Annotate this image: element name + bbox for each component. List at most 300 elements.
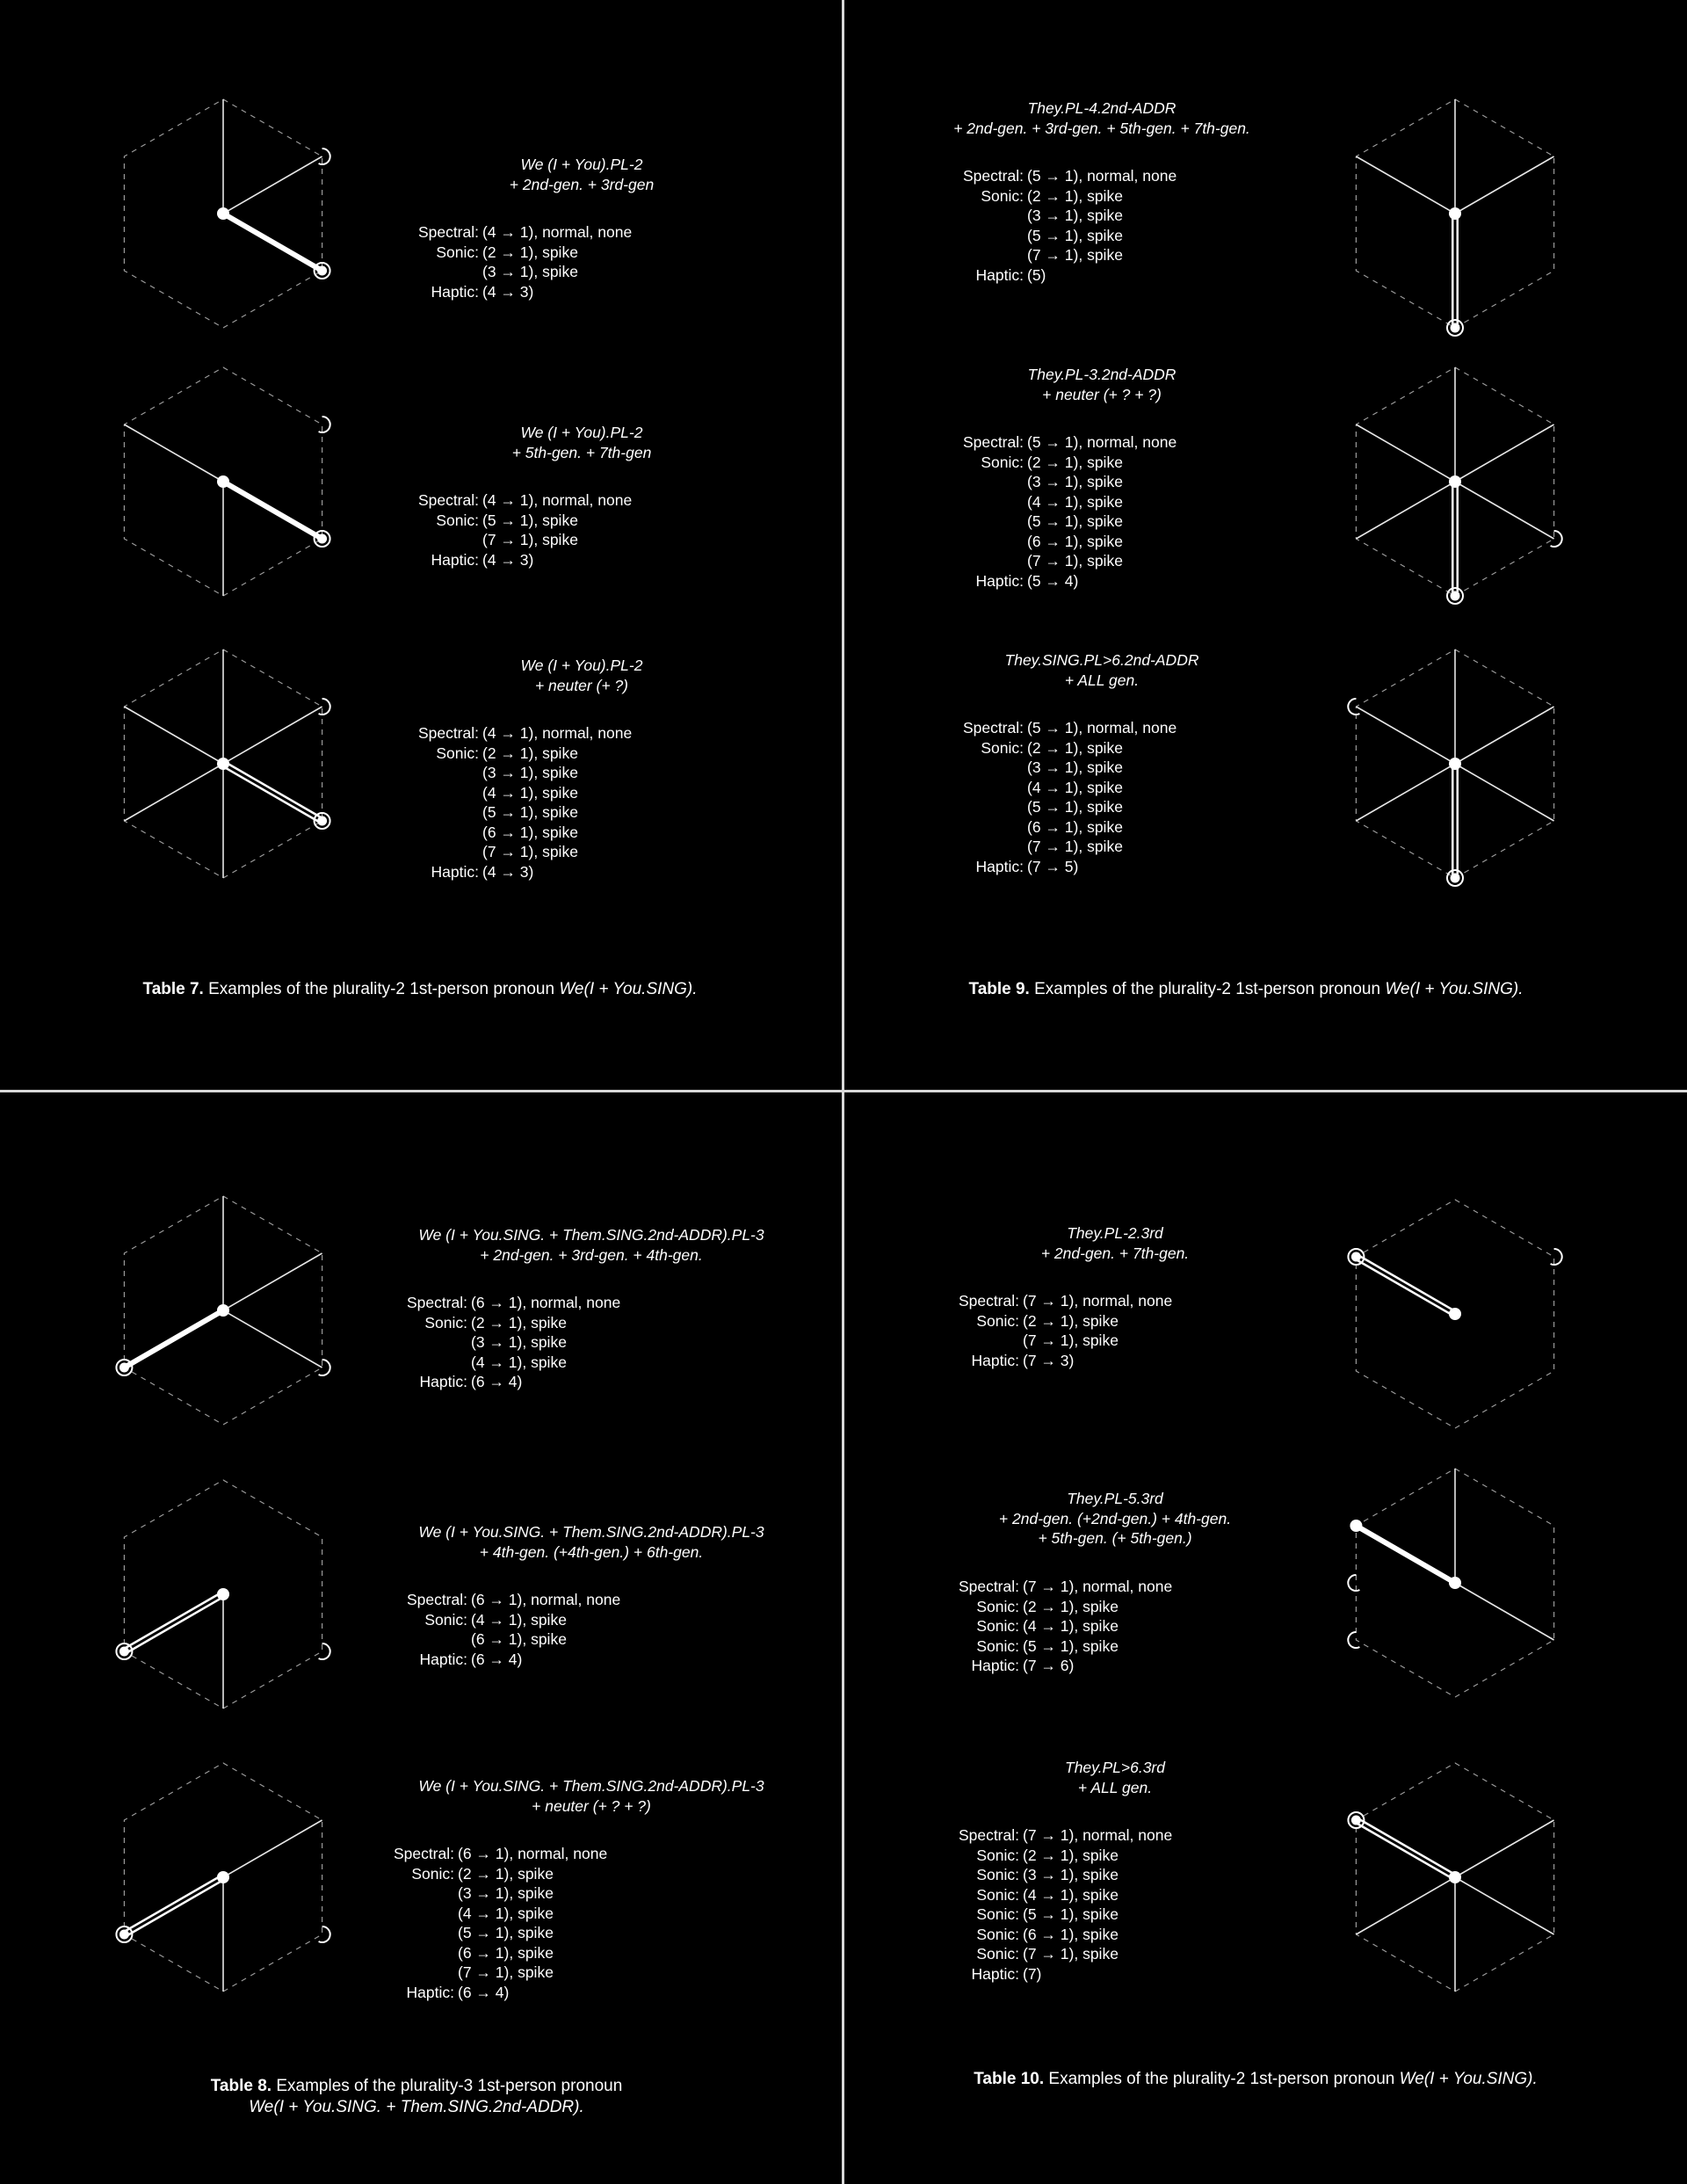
feature-value: (7 → 1), spike [1023, 1331, 1119, 1349]
caption-label: Table 10. [974, 2070, 1045, 2088]
feature-row [940, 1577, 1172, 1597]
double-spoke-gap [124, 1877, 223, 1934]
feature-row [375, 1923, 607, 1943]
feature-label: Haptic: [419, 1373, 467, 1390]
feature-row [945, 186, 1177, 207]
feature-label: Sonic: [436, 744, 479, 762]
feature-row [400, 550, 632, 570]
entry-title-line: They.PL>6.3rd [1065, 1759, 1165, 1776]
feature-value: (6 → 1), spike [1027, 817, 1123, 836]
feature-label: Spectral: [962, 719, 1024, 736]
caption-italic: We(I + You.SING). [559, 980, 698, 998]
terminal-node [119, 1930, 129, 1940]
feature-value: (3 → 1), spike [482, 764, 578, 781]
feature-value: (3 → 1), spike [1027, 473, 1123, 490]
feature-row [400, 744, 632, 764]
spoke-line-nw [124, 424, 223, 482]
feature-label: Sonic: [976, 1597, 1019, 1615]
feature-value: (5 → 1), spike [1027, 798, 1123, 816]
feature-value: (7 → 6) [1023, 1657, 1075, 1674]
spoke-line-se [1455, 482, 1554, 539]
entry-title-line: + 2nd-gen. + 3rd-gen [509, 175, 655, 193]
feature-row [940, 1636, 1172, 1657]
feature-value: (4 → 1), spike [1027, 492, 1123, 511]
feature-label: Haptic: [406, 1983, 454, 2001]
caption-italic: We(I + You.SING). [1385, 980, 1524, 998]
entry-feature-rows [940, 1291, 1172, 1370]
center-node [217, 1304, 229, 1317]
feature-label [388, 1332, 471, 1353]
feature-row [400, 490, 632, 511]
terminal-node [317, 534, 327, 544]
feature-row [400, 282, 632, 302]
feature-value: (4 → 1), spike [1027, 778, 1123, 796]
feature-label [945, 758, 1027, 778]
open-arc-marker [319, 1926, 330, 1942]
bold-spoke-se [223, 214, 322, 271]
feature-row [400, 530, 632, 550]
feature-label: Sonic: [411, 1864, 454, 1883]
feature-value: (3 → 1), spike [471, 1333, 567, 1351]
feature-value: (6 → 1), spike [458, 1943, 554, 1962]
feature-value: (4 → 3) [482, 862, 534, 881]
bold-spoke-sw [124, 1310, 223, 1368]
feature-value: (6 → 1), spike [1027, 532, 1123, 550]
pronoun-glyph-figure [1323, 632, 1587, 896]
pronoun-glyph-figure [91, 82, 355, 345]
feature-row [388, 1590, 620, 1610]
spoke-line-se [223, 1310, 322, 1368]
center-node [217, 758, 229, 770]
feature-label [945, 245, 1027, 265]
spoke-line-ne [1455, 424, 1554, 482]
feature-value: (5 → 1), spike [1023, 1905, 1119, 1923]
entry-title [512, 423, 652, 462]
pronoun-glyph-figure [91, 1745, 355, 2009]
feature-row [945, 453, 1177, 473]
feature-row [945, 778, 1177, 798]
feature-label: Sonic: [976, 1905, 1019, 1923]
feature-value: (5 → 1), normal, none [1027, 719, 1177, 736]
feature-label: Sonic: [976, 1311, 1019, 1330]
feature-value: (4 → 1), normal, none [482, 491, 633, 509]
feature-value: (6 → 1), normal, none [471, 1294, 621, 1311]
feature-value: (2 → 1), spike [1027, 738, 1123, 757]
entry-feature-rows [945, 718, 1177, 876]
feature-label: Sonic: [976, 1885, 1019, 1904]
entry-title [1005, 650, 1199, 690]
feature-value: (2 → 1), spike [1023, 1311, 1119, 1330]
spoke-line-sw [1356, 1877, 1455, 1934]
feature-row [400, 243, 632, 263]
terminal-node [1451, 874, 1460, 883]
feature-row [945, 265, 1177, 286]
feature-value: (7 → 1), spike [458, 1963, 554, 1981]
center-node [217, 1588, 229, 1600]
entry-title-line: We (I + You.SING. + Them.SING.2nd-ADDR).PL-3 [418, 1523, 764, 1541]
feature-label: Spectral: [958, 1578, 1019, 1595]
feature-value: (2 → 1), spike [1027, 186, 1123, 205]
feature-label: Haptic: [971, 1657, 1019, 1674]
feature-value: (2 → 1), spike [458, 1864, 554, 1883]
feature-row [400, 723, 632, 744]
table-caption [974, 2069, 1538, 2090]
feature-value: (5) [1027, 265, 1046, 284]
double-spoke-gap [124, 1594, 223, 1651]
feature-row [945, 718, 1177, 738]
feature-value: (4 → 1), spike [1023, 1885, 1119, 1904]
feature-value: (2 → 1), spike [1023, 1846, 1119, 1864]
entry-title-line: + ALL gen. [1077, 1778, 1153, 1796]
feature-value: (6 → 1), normal, none [471, 1591, 621, 1608]
feature-row [940, 1825, 1172, 1846]
feature-label: Spectral: [406, 1294, 467, 1311]
caption-text: Examples of the plurality-2 1st-person pronoun [1044, 2070, 1400, 2088]
feature-value: (5 → 1), normal, none [1027, 433, 1177, 451]
feature-row [388, 1629, 620, 1650]
feature-value: (7 → 1), normal, none [1023, 1292, 1173, 1310]
feature-value: (5 → 1), spike [1027, 512, 1123, 530]
feature-value: (7 → 1), spike [1023, 1945, 1119, 1963]
table-caption [211, 2076, 623, 2118]
feature-label: Spectral: [958, 1292, 1019, 1310]
feature-row [945, 758, 1177, 778]
feature-label: Spectral: [962, 433, 1024, 451]
feature-row [400, 262, 632, 282]
spoke-line-sw [1356, 482, 1455, 539]
feature-value: (4 → 1), normal, none [482, 223, 633, 241]
entry-title-line: We (I + You.SING. + Them.SING.2nd-ADDR).PL-3 [418, 1226, 764, 1244]
feature-value: (5 → 1), spike [482, 803, 578, 821]
feature-row [945, 857, 1177, 877]
feature-value: (7 → 5) [1027, 857, 1079, 875]
open-arc-marker [319, 1643, 330, 1659]
feature-value: (4 → 1), normal, none [482, 724, 633, 742]
center-node [1449, 207, 1461, 220]
feature-row [400, 511, 632, 531]
feature-value: (4 → 1), spike [458, 1904, 554, 1922]
center-node [1449, 1871, 1461, 1883]
entry-title-line: They.PL-4.2nd-ADDR [1027, 99, 1177, 117]
feature-value: (7 → 1), spike [482, 531, 578, 548]
feature-label: Haptic: [975, 265, 1024, 284]
feature-label: Sonic: [976, 1945, 1019, 1963]
feature-row [375, 1883, 607, 1904]
feature-label: Spectral: [406, 1591, 467, 1608]
feature-label [945, 226, 1027, 246]
feature-row [388, 1293, 620, 1313]
entry-title [1065, 1758, 1165, 1797]
feature-label: Sonic: [424, 1610, 467, 1629]
feature-label [400, 842, 482, 862]
entry-title-line: They.PL-2.3rd [1067, 1224, 1163, 1242]
caption-italic: We(I + You.SING). [1399, 2070, 1538, 2088]
pronoun-glyph-figure [91, 632, 355, 896]
entry-feature-rows [400, 222, 632, 301]
pronoun-glyph-figure [1323, 1745, 1587, 2009]
feature-label: Spectral: [417, 491, 479, 509]
caption-text: Examples of the plurality-2 1st-person pronoun [203, 980, 560, 998]
feature-row [940, 1616, 1172, 1636]
feature-label [400, 262, 482, 282]
feature-label [400, 530, 482, 550]
feature-row [945, 492, 1177, 512]
terminal-node [1451, 323, 1460, 333]
spoke-line-ne [1455, 1820, 1554, 1877]
feature-row [375, 1844, 607, 1864]
feature-row [388, 1650, 620, 1670]
feature-label [945, 532, 1027, 552]
feature-value: (4 → 1), spike [471, 1353, 567, 1371]
feature-label [945, 206, 1027, 226]
entry-title-line: We (I + You).PL-2 [520, 156, 643, 173]
entry-title-line: They.SING.PL>6.2nd-ADDR [1004, 651, 1199, 669]
feature-value: (6 → 4) [458, 1983, 510, 2001]
entry-title [999, 1489, 1231, 1549]
feature-label: Haptic: [431, 282, 479, 301]
entry-title [418, 1776, 764, 1816]
center-node [217, 207, 229, 220]
open-arc-marker [319, 699, 330, 715]
open-arc-marker [319, 1360, 330, 1375]
feature-row [940, 1656, 1172, 1676]
feature-row [400, 222, 632, 243]
spoke-line-sw [1356, 764, 1455, 821]
feature-value: (2 → 1), spike [482, 243, 578, 261]
feature-value: (6 → 1), normal, none [458, 1845, 608, 1862]
feature-row [375, 1864, 607, 1884]
feature-row [945, 817, 1177, 838]
entry-title-line: + ALL gen. [1064, 671, 1140, 689]
pronoun-glyph-figure [1323, 1182, 1587, 1446]
feature-label [945, 512, 1027, 532]
entry-title [521, 656, 643, 695]
feature-row [945, 512, 1177, 532]
center-node [1449, 1577, 1461, 1589]
feature-value: (7 → 1), spike [1027, 552, 1123, 570]
spoke-line-nw [124, 707, 223, 764]
entry-title-line: + neuter (+ ? + ?) [532, 1796, 651, 1815]
feature-value: (3 → 1), spike [458, 1884, 554, 1902]
feature-row [388, 1353, 620, 1373]
feature-label: Sonic: [976, 1617, 1019, 1635]
feature-label [400, 783, 482, 803]
feature-value: (6 → 4) [471, 1650, 523, 1668]
feature-label: Spectral: [962, 167, 1024, 185]
spoke-line-ne [223, 1253, 322, 1310]
entry-title [510, 155, 654, 194]
feature-row [940, 1905, 1172, 1925]
feature-row [388, 1372, 620, 1392]
feature-value: (7 → 1), spike [482, 843, 578, 860]
feature-label: Haptic: [971, 1964, 1019, 1983]
feature-label [375, 1923, 458, 1943]
pronoun-glyph-figure [1323, 1451, 1587, 1715]
feature-label: Haptic: [975, 857, 1024, 875]
feature-label [945, 551, 1027, 571]
feature-label: Sonic: [424, 1313, 467, 1331]
feature-label [945, 817, 1027, 838]
entry-title-line: + 2nd-gen. + 3rd-gen. + 5th-gen. + 7th-gen. [953, 119, 1250, 137]
caption-label: Table 9. [968, 980, 1030, 998]
spoke-line-nw [1356, 707, 1455, 764]
feature-label: Spectral: [393, 1845, 454, 1862]
spoke-line-se [1455, 764, 1554, 821]
feature-row [940, 1944, 1172, 1964]
feature-label [945, 492, 1027, 512]
feature-label: Haptic: [975, 571, 1024, 590]
feature-row [945, 432, 1177, 453]
spoke-line-nw [1356, 156, 1455, 214]
feature-row [945, 206, 1177, 226]
spoke-line-sw [124, 764, 223, 821]
open-arc-marker [1551, 531, 1562, 547]
feature-label: Sonic: [976, 1925, 1019, 1943]
feature-value: (5 → 1), spike [458, 1924, 554, 1941]
feature-row [945, 166, 1177, 186]
feature-row [945, 245, 1177, 265]
feature-label: Spectral: [417, 724, 479, 742]
feature-row [945, 797, 1177, 817]
pronoun-glyph-figure [1323, 82, 1587, 345]
open-arc-marker [1348, 1632, 1359, 1648]
feature-row [375, 1983, 607, 2003]
entry-title-line: They.PL-5.3rd [1067, 1490, 1163, 1507]
feature-value: (6 → 1), spike [482, 823, 578, 841]
feature-value: (7 → 3) [1023, 1351, 1075, 1369]
entry-title-line: + 2nd-gen. + 3rd-gen. + 4th-gen. [480, 1245, 703, 1264]
feature-label [375, 1943, 458, 1963]
bold-spoke-nw [1356, 1526, 1455, 1583]
terminal-node [317, 266, 327, 276]
feature-value: (7 → 1), normal, none [1023, 1578, 1173, 1595]
entry-title [418, 1522, 764, 1562]
terminal-node [1451, 591, 1460, 601]
feature-row [400, 763, 632, 783]
feature-label: Spectral: [958, 1826, 1019, 1844]
feature-label: Sonic: [436, 243, 479, 261]
feature-value: (6 → 4) [471, 1373, 523, 1390]
entry-title-line: We (I + You).PL-2 [520, 657, 643, 674]
feature-value: (7) [1023, 1964, 1042, 1983]
terminal-node [1351, 1816, 1361, 1825]
center-node [1449, 475, 1461, 488]
entry-title-line: + 2nd-gen. (+2nd-gen.) + 4th-gen. [998, 1509, 1232, 1527]
feature-label [945, 797, 1027, 817]
caption-label: Table 7. [142, 980, 204, 998]
feature-label: Haptic: [431, 550, 479, 569]
feature-label [375, 1883, 458, 1904]
spoke-line-ne [223, 707, 322, 764]
feature-value: (2 → 1), spike [1023, 1597, 1119, 1615]
feature-row [945, 472, 1177, 492]
double-spoke-gap [223, 764, 322, 821]
pronoun-glyph-figure [1323, 350, 1587, 613]
feature-label [400, 763, 482, 783]
feature-value: (5 → 4) [1027, 571, 1079, 590]
feature-value: (6 → 1), spike [1023, 1925, 1119, 1943]
feature-row [388, 1332, 620, 1353]
feature-value: (5 → 1), spike [482, 511, 578, 529]
feature-row [945, 738, 1177, 758]
feature-row [940, 1925, 1172, 1945]
feature-value: (2 → 1), spike [482, 744, 578, 762]
entry-title-line: + 4th-gen. (+4th-gen.) + 6th-gen. [479, 1542, 704, 1561]
feature-row [945, 551, 1177, 571]
feature-label [945, 837, 1027, 857]
feature-row [940, 1311, 1172, 1331]
table-caption [968, 979, 1523, 1000]
feature-label: Sonic: [976, 1846, 1019, 1864]
entry-title [1041, 1223, 1189, 1263]
feature-label: Sonic: [436, 511, 479, 529]
double-spoke-gap [1356, 1257, 1455, 1314]
feature-label [388, 1629, 471, 1650]
center-node [1449, 1308, 1461, 1320]
caption-text: Examples of the plurality-2 1st-person pronoun [1029, 980, 1386, 998]
feature-value: (4 → 3) [482, 282, 534, 301]
feature-label [400, 802, 482, 823]
feature-value: (5 → 1), spike [1027, 226, 1123, 244]
feature-row [945, 226, 1177, 246]
pronoun-glyph-figure [91, 1462, 355, 1726]
feature-row [388, 1313, 620, 1333]
open-arc-marker [319, 417, 330, 432]
feature-row [400, 862, 632, 882]
feature-label [940, 1331, 1023, 1351]
feature-label: Haptic: [971, 1351, 1019, 1369]
entry-title [953, 98, 1250, 138]
feature-value: (4 → 1), spike [482, 783, 578, 802]
entry-title [418, 1225, 764, 1265]
feature-label: Haptic: [419, 1650, 467, 1668]
open-arc-marker [319, 149, 330, 164]
feature-value: (2 → 1), spike [1027, 453, 1123, 471]
feature-value: (3 → 1), spike [1023, 1866, 1119, 1883]
feature-value: (6 → 1), spike [471, 1630, 567, 1648]
feature-row [940, 1846, 1172, 1866]
feature-row [940, 1597, 1172, 1617]
feature-value: (4 → 1), spike [1023, 1617, 1119, 1635]
terminal-node [119, 1363, 129, 1373]
center-node [1449, 758, 1461, 770]
spoke-line-se [1455, 1877, 1554, 1934]
feature-label [400, 823, 482, 843]
feature-label [375, 1904, 458, 1924]
entry-feature-rows [388, 1293, 620, 1392]
entry-title-line: + neuter (+ ?) [534, 676, 629, 694]
caption-label: Table 8. [210, 2077, 272, 2095]
open-arc-marker [1348, 1575, 1359, 1591]
feature-row [400, 802, 632, 823]
center-node [217, 1871, 229, 1883]
pronoun-glyph-figure [91, 350, 355, 613]
feature-value: (3 → 1), spike [1027, 758, 1123, 776]
feature-label [375, 1963, 458, 1983]
feature-value: (3 → 1), spike [1027, 207, 1123, 224]
terminal-node [317, 816, 327, 826]
feature-label [945, 778, 1027, 798]
entry-title-line: + neuter (+ ? + ?) [1042, 385, 1162, 403]
terminal-node [119, 1647, 129, 1657]
entry-feature-rows [945, 166, 1177, 285]
spoke-line-ne [223, 156, 322, 214]
pronoun-glyph-figure [91, 1179, 355, 1442]
feature-label: Haptic: [431, 862, 479, 881]
feature-row [400, 842, 632, 862]
feature-value: (5 → 1), normal, none [1027, 167, 1177, 185]
terminal-node [1351, 1252, 1361, 1262]
